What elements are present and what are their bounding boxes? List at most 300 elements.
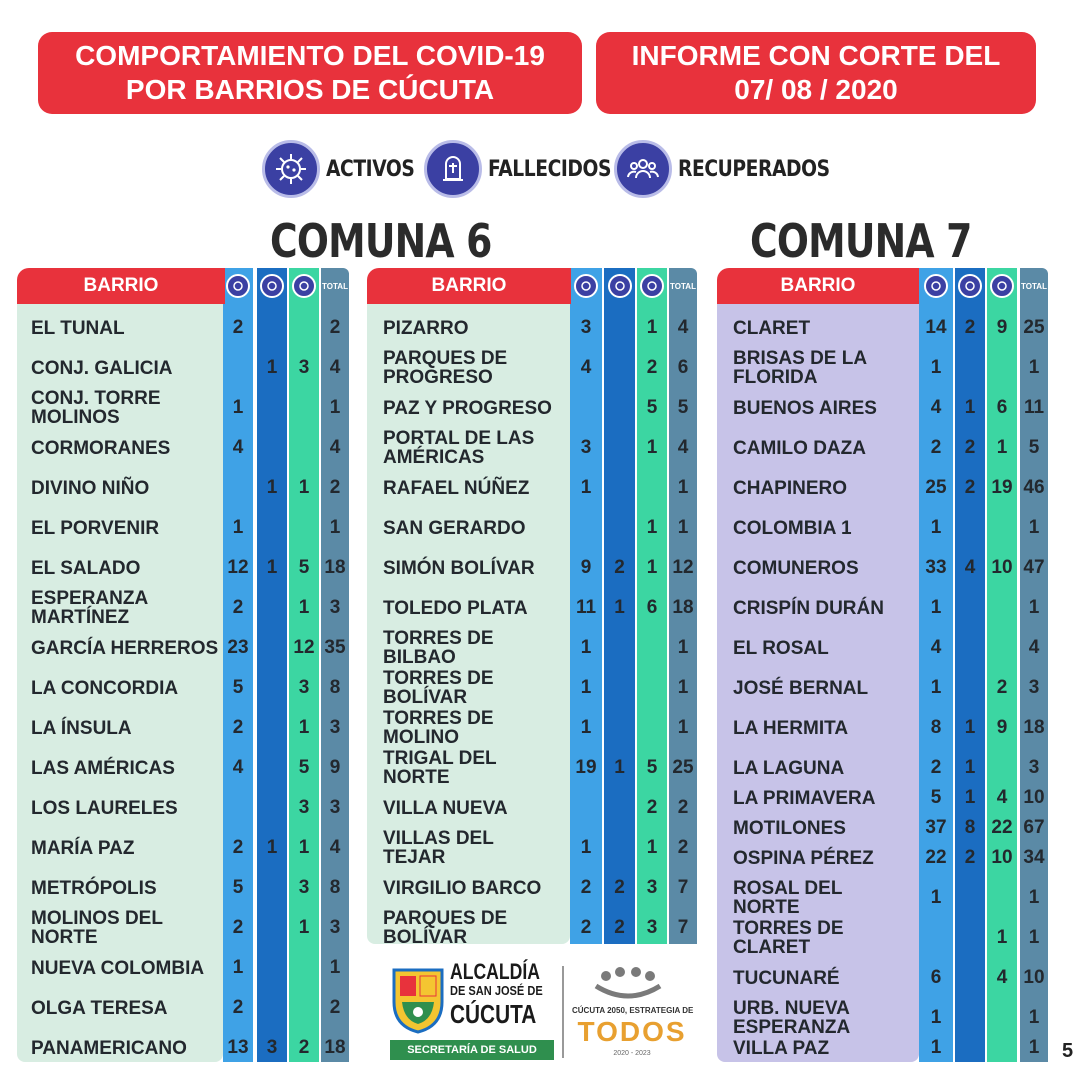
value-activos: 1 [232,517,244,538]
header-total-label: TOTAL [1021,281,1047,291]
value-activos: 19 [575,757,597,778]
value-fallecidos: 8 [964,817,976,838]
value-fallecidos [604,668,635,708]
value-activos: 8 [930,717,942,738]
value-total: 11 [1023,397,1045,418]
value-fallecidos [604,428,635,468]
value-recuperados: 1 [298,597,310,618]
value-recuperados: 9 [996,717,1008,738]
comuna-7-table [717,268,1050,1062]
logo-divider [562,966,564,1058]
header-total-label: TOTAL [322,281,348,291]
value-total: 12 [672,557,694,578]
barrio-name: TORRES DE CLARET [733,918,844,958]
value-activos [223,348,253,388]
value-recuperados [987,348,1017,388]
barrio-name: CONJ. GALICIA [31,357,173,379]
value-fallecidos [955,1028,985,1068]
table-row [17,628,351,668]
value-total: 18 [324,1037,346,1058]
value-recuperados: 5 [298,557,310,578]
value-total: 4 [677,437,689,458]
value-total: 25 [1023,317,1045,338]
value-activos: 2 [580,917,592,938]
value-recuperados: 10 [991,847,1013,868]
value-total: 4 [329,837,341,858]
value-fallecidos: 2 [614,877,625,898]
barrio-name: TORRES DE BOLÍVAR [383,668,494,708]
value-activos: 23 [227,637,249,658]
value-activos: 1 [580,677,592,698]
value-total: 46 [1023,477,1045,498]
value-fallecidos [604,628,635,668]
value-fallecidos [955,588,985,628]
alcaldia-line-3: CÚCUTA [450,999,537,1029]
value-total: 3 [329,797,341,818]
value-recuperados: 1 [298,837,310,858]
value-fallecidos [604,708,635,748]
barrio-name: BUENOS AIRES [733,397,877,419]
value-activos: 2 [580,877,592,898]
value-fallecidos: 3 [266,1037,278,1058]
header-barrio: BARRIO [717,268,919,304]
comuna-6-table-right [367,268,699,948]
barrio-name: CLARET [733,317,811,339]
people-group-icon [990,274,1014,298]
value-fallecidos [257,988,287,1028]
barrio-name: VILLAS DEL TEJAR [383,828,494,868]
value-activos: 4 [580,357,592,378]
value-recuperados: 19 [991,477,1013,498]
barrio-name: TORRES DE BILBAO [383,628,494,668]
barrio-name: URB. NUEVA ESPERANZA [733,998,851,1038]
value-recuperados: 2 [996,677,1008,698]
value-activos [570,388,602,428]
value-activos: 1 [232,957,244,978]
todos-people-icon [592,966,664,1002]
value-activos [919,918,953,958]
slogan: CÚCUTA 2050, ESTRATEGIA DE [572,1006,694,1015]
value-fallecidos [257,748,287,788]
table-row [367,788,699,828]
table-row [717,838,1050,878]
value-total: 1 [1028,887,1040,908]
barrio-name: PORTAL DE LAS AMÉRICAS [383,428,535,468]
value-total: 18 [1023,717,1045,738]
table-row [717,348,1050,388]
value-fallecidos: 1 [266,357,278,378]
table-row [717,708,1050,748]
value-fallecidos: 2 [964,437,976,458]
barrio-name: OSPINA PÉREZ [733,847,874,869]
value-total: 6 [677,357,689,378]
alcaldia-line-2: DE SAN JOSÉ DE [450,983,543,998]
table-row [717,588,1050,628]
value-activos: 2 [232,837,244,858]
value-total: 2 [677,837,689,858]
value-activos: 14 [925,317,947,338]
value-recuperados: 2 [646,357,658,378]
value-total: 7 [677,877,689,898]
alcaldia-line-1: ALCALDÍA [450,959,540,984]
value-total: 25 [672,757,694,778]
value-fallecidos [955,958,985,998]
title-line-2: POR BARRIOS DE CÚCUTA [125,74,495,105]
value-total: 4 [1028,637,1040,658]
legend-item-activos [262,140,430,198]
barrio-name: LA PRIMAVERA [733,787,876,809]
value-activos: 1 [930,597,942,618]
value-total: 34 [1023,847,1045,868]
barrio-name: EL ROSAL [733,637,829,659]
value-activos: 1 [232,397,244,418]
table-row [17,828,351,868]
value-total: 9 [329,757,341,778]
value-recuperados: 4 [996,967,1008,988]
barrio-name: GARCÍA HERREROS [31,637,219,659]
value-activos: 4 [930,397,942,418]
value-total: 18 [672,597,694,618]
value-fallecidos [257,868,287,908]
barrio-name: VILLA PAZ [733,1037,830,1059]
value-total: 1 [1028,597,1040,618]
value-fallecidos [604,308,635,348]
header-cell [604,268,635,304]
header-cell [289,268,319,304]
value-total: 1 [677,677,689,698]
value-activos: 1 [930,887,942,908]
value-total: 1 [1028,927,1040,948]
table-row [367,908,699,948]
value-recuperados: 3 [298,877,310,898]
value-total: 1 [677,477,689,498]
barrio-name: COLOMBIA 1 [733,517,852,539]
value-recuperados [289,308,319,348]
value-total: 3 [329,717,341,738]
value-recuperados [637,668,667,708]
value-recuperados: 1 [298,477,310,498]
value-fallecidos [257,588,287,628]
value-total: 8 [329,677,341,698]
value-recuperados: 3 [646,917,658,938]
value-recuperados: 9 [996,317,1008,338]
value-total: 1 [677,637,689,658]
tombstone-icon [260,274,284,298]
value-fallecidos [257,788,287,828]
header-cell [321,268,349,304]
value-fallecidos [604,468,635,508]
value-fallecidos: 1 [964,717,976,738]
table-row [717,918,1050,958]
barrio-name: VILLA NUEVA [383,797,508,819]
value-recuperados: 1 [298,917,310,938]
value-recuperados [289,388,319,428]
value-activos: 2 [930,757,942,778]
table-row [367,668,699,708]
virus-icon [574,274,598,298]
value-total: 1 [329,517,341,538]
value-total: 4 [329,357,341,378]
legend-label-fallecidos: FALLECIDOS [488,156,612,182]
barrio-name: EL SALADO [31,557,141,579]
legend-item-recuperados [614,140,856,198]
value-fallecidos: 2 [964,847,976,868]
header-cell [570,268,602,304]
value-total: 3 [329,917,341,938]
value-recuperados: 3 [298,357,310,378]
people-group-icon [614,140,672,198]
header-barrio: BARRIO [367,268,571,304]
value-total: 3 [1028,757,1040,778]
barrio-name: MARÍA PAZ [31,837,135,859]
value-total: 1 [1028,357,1040,378]
barrio-name: CORMORANES [31,437,171,459]
value-fallecidos [955,918,985,958]
value-recuperados [637,628,667,668]
comuna-6-table-left [17,268,351,1062]
value-activos: 33 [925,557,947,578]
value-fallecidos [257,428,287,468]
value-fallecidos: 1 [964,397,976,418]
value-fallecidos [604,828,635,868]
table-row [367,348,699,388]
report-date: 07/ 08 / 2020 [734,74,898,105]
table-row [17,788,351,828]
table-row [717,878,1050,918]
header-cell [223,268,253,304]
value-total: 35 [324,637,346,658]
barrio-name: CAMILO DAZA [733,437,866,459]
cucuta-coat-of-arms [390,966,446,1034]
tombstone-icon [424,140,482,198]
table-row [367,508,699,548]
footer-logos [388,959,708,1062]
value-recuperados: 1 [298,717,310,738]
value-fallecidos: 2 [614,557,625,578]
value-recuperados: 4 [996,787,1008,808]
value-activos: 4 [232,757,244,778]
barrio-name: SIMÓN BOLÍVAR [383,557,535,579]
value-fallecidos [955,628,985,668]
value-activos: 2 [232,317,244,338]
value-fallecidos: 1 [266,837,278,858]
alcaldia-wordmark [450,959,554,1038]
barrio-name: LA HERMITA [733,717,849,739]
table-row [17,468,351,508]
value-fallecidos: 2 [964,477,976,498]
barrio-name: NUEVA COLOMBIA [31,957,205,979]
value-total: 47 [1023,557,1045,578]
barrio-name: LAS AMÉRICAS [31,757,175,779]
value-recuperados: 2 [298,1037,310,1058]
table-row [17,588,351,628]
table-row [17,668,351,708]
value-total: 3 [329,597,341,618]
todos-wordmark: TODOS [577,1016,687,1047]
barrio-name: COMUNEROS [733,557,859,579]
value-recuperados: 5 [298,757,310,778]
value-fallecidos [257,908,287,948]
value-activos [570,788,602,828]
value-fallecidos: 1 [614,597,625,618]
value-fallecidos [955,348,985,388]
value-recuperados: 6 [996,397,1008,418]
legend-label-activos: ACTIVOS [326,156,415,182]
legend [262,140,830,202]
value-recuperados: 1 [646,557,658,578]
table-row [17,908,351,948]
value-fallecidos [257,308,287,348]
value-recuperados: 5 [646,757,658,778]
barrio-name: MOTILONES [733,817,846,839]
value-fallecidos [955,508,985,548]
table-row [367,828,699,868]
value-activos: 12 [227,557,249,578]
value-fallecidos [257,388,287,428]
value-fallecidos: 2 [964,317,976,338]
value-activos: 13 [227,1037,249,1058]
barrio-name: CHAPINERO [733,477,848,499]
barrio-name: PAZ Y PROGRESO [383,397,552,419]
value-total: 67 [1023,817,1045,838]
value-fallecidos [257,668,287,708]
value-total: 1 [1028,1037,1040,1058]
table-row [717,308,1050,348]
value-activos: 2 [930,437,942,458]
value-activos: 5 [930,787,942,808]
table-row [717,508,1050,548]
value-recuperados [289,428,319,468]
value-activos: 2 [232,917,244,938]
legend-item-fallecidos [424,140,633,198]
value-activos: 5 [232,677,244,698]
value-total: 1 [677,717,689,738]
value-activos: 25 [925,477,947,498]
value-fallecidos: 1 [964,787,976,808]
value-fallecidos: 4 [964,557,976,578]
value-recuperados [289,988,319,1028]
barrio-name: PARQUES DE BOLÍVAR [383,908,508,948]
value-fallecidos [604,348,635,388]
value-total: 5 [677,397,689,418]
legend-label-recuperados: RECUPERADOS [678,156,830,182]
barrio-name: PIZARRO [383,317,469,339]
barrio-name: LA LAGUNA [733,757,845,779]
barrio-name: TRIGAL DEL NORTE [383,748,497,788]
value-total: 4 [329,437,341,458]
value-fallecidos [257,628,287,668]
value-fallecidos [604,508,635,548]
barrio-name: RAFAEL NÚÑEZ [383,477,530,499]
value-fallecidos [955,878,985,918]
value-activos: 1 [580,477,592,498]
value-fallecidos: 1 [266,477,278,498]
header-cell [1020,268,1048,304]
value-activos: 1 [580,717,592,738]
barrio-name: OLGA TERESA [31,997,168,1019]
table-row [717,668,1050,708]
value-fallecidos [955,668,985,708]
barrio-name: LA ÍNSULA [31,717,132,739]
value-recuperados: 2 [646,797,658,818]
value-activos [223,468,253,508]
value-activos [223,788,253,828]
report-date-banner [596,32,1036,114]
barrio-name: TOLEDO PLATA [383,597,528,619]
value-activos: 22 [925,847,947,868]
barrio-name: DIVINO NIÑO [31,477,150,499]
table-row [367,748,699,788]
value-activos: 5 [232,877,244,898]
table-row [717,1028,1050,1068]
table-row [17,388,351,428]
barrio-name: PARQUES DE PROGRESO [383,348,508,388]
table-row [17,748,351,788]
comuna-6-title: COMUNA 6 [270,214,492,268]
value-recuperados: 12 [293,637,315,658]
comuna-7-title: COMUNA 7 [750,214,972,268]
value-total: 2 [329,317,341,338]
value-recuperados: 1 [646,437,658,458]
value-recuperados: 1 [646,517,658,538]
table-row [717,388,1050,428]
value-total: 1 [677,517,689,538]
virus-icon [226,274,250,298]
header-cell [257,268,287,304]
virus-icon [262,140,320,198]
value-total: 3 [1028,677,1040,698]
value-recuperados [987,1028,1017,1068]
value-activos: 1 [930,517,942,538]
value-recuperados: 5 [646,397,658,418]
value-recuperados: 10 [991,557,1013,578]
table-row [367,308,699,348]
value-recuperados: 1 [646,837,658,858]
value-activos: 2 [232,717,244,738]
value-fallecidos [257,708,287,748]
value-recuperados [987,588,1017,628]
barrio-name: TUCUNARÉ [733,967,840,989]
header-cell [919,268,953,304]
value-activos: 1 [580,837,592,858]
barrio-name: JOSÉ BERNAL [733,677,869,699]
header-cell [955,268,985,304]
barrio-name: LOS LAURELES [31,797,178,819]
value-recuperados: 1 [996,927,1008,948]
value-activos: 9 [580,557,592,578]
barrio-name: VIRGILIO BARCO [383,877,542,899]
value-total: 2 [677,797,689,818]
title-line-1: COMPORTAMIENTO DEL COVID-19 [75,40,545,71]
value-recuperados [289,508,319,548]
value-total: 1 [1028,517,1040,538]
todos-years: 2020 - 2023 [613,1050,651,1057]
people-group-icon [292,274,316,298]
value-activos: 2 [232,997,244,1018]
report-line-1: INFORME CON CORTE DEL [631,40,1001,71]
value-total: 5 [1028,437,1040,458]
table-row [367,388,699,428]
value-recuperados [637,468,667,508]
value-activos: 4 [232,437,244,458]
header-cell [987,268,1017,304]
barrio-name: SAN GERARDO [383,517,526,539]
barrio-name: METRÓPOLIS [31,877,157,899]
header-total-label: TOTAL [670,281,696,291]
value-recuperados [987,628,1017,668]
value-fallecidos: 2 [614,917,625,938]
table-row [17,708,351,748]
